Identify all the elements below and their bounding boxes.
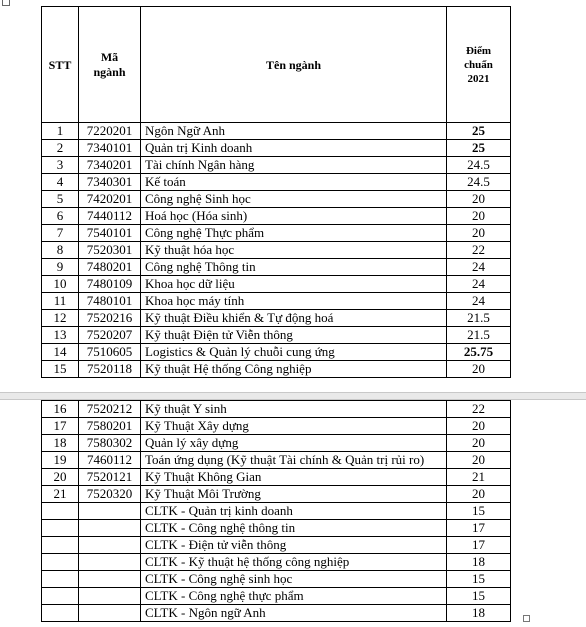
cell-stt xyxy=(42,588,79,605)
cell-major-name: Quản lý xây dựng xyxy=(141,435,447,452)
cell-major-name: Tài chính Ngân hàng xyxy=(141,157,447,174)
cell-major-name: Công nghệ Sinh học xyxy=(141,191,447,208)
cell-major-name: Kỹ thuật Điện tử Viễn thông xyxy=(141,327,447,344)
cell-stt xyxy=(42,537,79,554)
cell-code: 7440112 xyxy=(79,208,141,225)
header-score-line1: Điểm xyxy=(465,44,492,57)
table-row xyxy=(42,310,511,327)
cell-code xyxy=(79,588,141,605)
cell-stt: 9 xyxy=(42,259,79,276)
cell-code xyxy=(79,571,141,588)
table-row xyxy=(42,486,511,503)
cell-stt: 16 xyxy=(42,401,79,418)
cell-major-name: CLTK - Quản trị kinh doanh xyxy=(141,503,447,520)
cell-score: 20 xyxy=(447,452,511,469)
cell-code: 7480109 xyxy=(79,276,141,293)
table-row xyxy=(42,554,511,571)
header-score-line2: chuẩn xyxy=(464,58,493,71)
cell-code xyxy=(79,520,141,537)
table-row xyxy=(42,418,511,435)
table-row xyxy=(42,520,511,537)
cell-code: 7340101 xyxy=(79,140,141,157)
cell-code: 7480201 xyxy=(79,259,141,276)
cell-score: 18 xyxy=(447,554,511,571)
page-break-gap xyxy=(0,392,586,400)
cell-major-name: Toán ứng dụng (Kỹ thuật Tài chính & Quản trị rủi ro) xyxy=(141,452,447,469)
cell-major-name: Quản trị Kinh doanh xyxy=(141,140,447,157)
cell-stt: 13 xyxy=(42,327,79,344)
cell-score: 24.5 xyxy=(447,157,511,174)
cell-stt: 21 xyxy=(42,486,79,503)
cell-score: 21 xyxy=(447,469,511,486)
cell-score: 17 xyxy=(447,520,511,537)
cell-stt: 12 xyxy=(42,310,79,327)
table-row xyxy=(42,435,511,452)
header-score xyxy=(447,7,511,123)
cell-stt: 11 xyxy=(42,293,79,310)
cell-major-name: Khoa học dữ liệu xyxy=(141,276,447,293)
cell-stt xyxy=(42,520,79,537)
table-row xyxy=(42,503,511,520)
table-row xyxy=(42,571,511,588)
cell-score: 24 xyxy=(447,293,511,310)
cell-major-name: CLTK - Kỹ thuật hệ thống công nghiệp xyxy=(141,554,447,571)
cell-score: 18 xyxy=(447,605,511,622)
header-score-line3: 2021 xyxy=(467,72,490,85)
cell-score: 15 xyxy=(447,571,511,588)
cell-stt: 14 xyxy=(42,344,79,361)
cell-stt xyxy=(42,605,79,622)
cell-code: 7540101 xyxy=(79,225,141,242)
cell-major-name: CLTK - Công nghệ thông tin xyxy=(141,520,447,537)
cell-stt: 15 xyxy=(42,361,79,378)
cell-code: 7580302 xyxy=(79,435,141,452)
cell-score: 20 xyxy=(447,486,511,503)
cell-score: 25 xyxy=(447,140,511,157)
table-row xyxy=(42,191,511,208)
page-corner-marker xyxy=(2,0,10,6)
cell-major-name: Hoá học (Hóa sinh) xyxy=(141,208,447,225)
table-header-row xyxy=(42,7,511,123)
cell-stt: 17 xyxy=(42,418,79,435)
admission-scores-table-part-2 xyxy=(41,400,511,622)
table-row xyxy=(42,242,511,259)
table-row xyxy=(42,276,511,293)
header-code xyxy=(79,7,141,123)
cell-major-name: Kế toán xyxy=(141,174,447,191)
cell-major-name: Kỹ Thuật Xây dựng xyxy=(141,418,447,435)
cell-major-name: Kỹ Thuật Không Gian xyxy=(141,469,447,486)
cell-score: 25.75 xyxy=(447,344,511,361)
page-edge-marker xyxy=(523,615,530,622)
cell-stt: 19 xyxy=(42,452,79,469)
admission-scores-table-part-1 xyxy=(41,6,511,378)
cell-code: 7520118 xyxy=(79,361,141,378)
cell-major-name: Kỹ thuật Điều khiển & Tự động hoá xyxy=(141,310,447,327)
header-code-line2: ngành xyxy=(93,64,126,79)
cell-code xyxy=(79,605,141,622)
cell-code: 7510605 xyxy=(79,344,141,361)
cell-major-name: CLTK - Điện tử viễn thông xyxy=(141,537,447,554)
table-row xyxy=(42,361,511,378)
cell-score: 24.5 xyxy=(447,174,511,191)
cell-code: 7520121 xyxy=(79,469,141,486)
cell-code xyxy=(79,537,141,554)
cell-major-name: Logistics & Quản lý chuỗi cung ứng xyxy=(141,344,447,361)
table-row xyxy=(42,293,511,310)
header-stt: STT xyxy=(42,7,79,123)
cell-score: 22 xyxy=(447,242,511,259)
cell-major-name: Công nghệ Thông tin xyxy=(141,259,447,276)
cell-code: 7420201 xyxy=(79,191,141,208)
table-row xyxy=(42,452,511,469)
cell-score: 17 xyxy=(447,537,511,554)
cell-major-name: Ngôn Ngữ Anh xyxy=(141,123,447,140)
table-row xyxy=(42,605,511,622)
cell-code xyxy=(79,554,141,571)
table-row xyxy=(42,588,511,605)
cell-code: 7340201 xyxy=(79,157,141,174)
table-row xyxy=(42,327,511,344)
cell-code xyxy=(79,503,141,520)
cell-major-name: Kỹ Thuật Môi Trường xyxy=(141,486,447,503)
cell-stt: 4 xyxy=(42,174,79,191)
cell-stt: 6 xyxy=(42,208,79,225)
cell-score: 20 xyxy=(447,418,511,435)
cell-score: 20 xyxy=(447,225,511,242)
cell-major-name: Kỹ thuật hóa học xyxy=(141,242,447,259)
cell-score: 25 xyxy=(447,123,511,140)
cell-stt: 18 xyxy=(42,435,79,452)
cell-score: 20 xyxy=(447,435,511,452)
cell-code: 7220201 xyxy=(79,123,141,140)
cell-code: 7480101 xyxy=(79,293,141,310)
cell-stt: 7 xyxy=(42,225,79,242)
cell-major-name: Kỹ thuật Hệ thống Công nghiệp xyxy=(141,361,447,378)
cell-score: 20 xyxy=(447,191,511,208)
cell-stt: 5 xyxy=(42,191,79,208)
cell-code: 7460112 xyxy=(79,452,141,469)
table-row xyxy=(42,208,511,225)
cell-code: 7340301 xyxy=(79,174,141,191)
cell-code: 7580201 xyxy=(79,418,141,435)
cell-stt xyxy=(42,503,79,520)
cell-major-name: Kỹ thuật Y sinh xyxy=(141,401,447,418)
cell-score: 21.5 xyxy=(447,327,511,344)
cell-code: 7520216 xyxy=(79,310,141,327)
cell-code: 7520207 xyxy=(79,327,141,344)
cell-code: 7520301 xyxy=(79,242,141,259)
cell-stt xyxy=(42,571,79,588)
table-row xyxy=(42,225,511,242)
cell-major-name: CLTK - Công nghệ thực phẩm xyxy=(141,588,447,605)
cell-major-name: CLTK - Công nghệ sinh học xyxy=(141,571,447,588)
cell-major-name: Công nghệ Thực phẩm xyxy=(141,225,447,242)
table-row xyxy=(42,537,511,554)
cell-stt: 1 xyxy=(42,123,79,140)
cell-score: 15 xyxy=(447,588,511,605)
cell-major-name: Khoa học máy tính xyxy=(141,293,447,310)
cell-stt: 3 xyxy=(42,157,79,174)
cell-stt: 2 xyxy=(42,140,79,157)
header-major-name: Tên ngành xyxy=(141,7,447,123)
table-row xyxy=(42,469,511,486)
cell-stt xyxy=(42,554,79,571)
cell-stt: 8 xyxy=(42,242,79,259)
table-row xyxy=(42,344,511,361)
cell-score: 21.5 xyxy=(447,310,511,327)
cell-code: 7520320 xyxy=(79,486,141,503)
cell-stt: 10 xyxy=(42,276,79,293)
cell-stt: 20 xyxy=(42,469,79,486)
cell-score: 15 xyxy=(447,503,511,520)
cell-score: 24 xyxy=(447,259,511,276)
table-row xyxy=(42,140,511,157)
cell-score: 24 xyxy=(447,276,511,293)
cell-score: 20 xyxy=(447,208,511,225)
cell-score: 20 xyxy=(447,361,511,378)
table-row xyxy=(42,123,511,140)
cell-code: 7520212 xyxy=(79,401,141,418)
table-row xyxy=(42,174,511,191)
cell-score: 22 xyxy=(447,401,511,418)
cell-major-name: CLTK - Ngôn ngữ Anh xyxy=(141,605,447,622)
table-row xyxy=(42,401,511,418)
table-row xyxy=(42,259,511,276)
header-code-line1: Mã xyxy=(100,49,119,64)
table-row xyxy=(42,157,511,174)
